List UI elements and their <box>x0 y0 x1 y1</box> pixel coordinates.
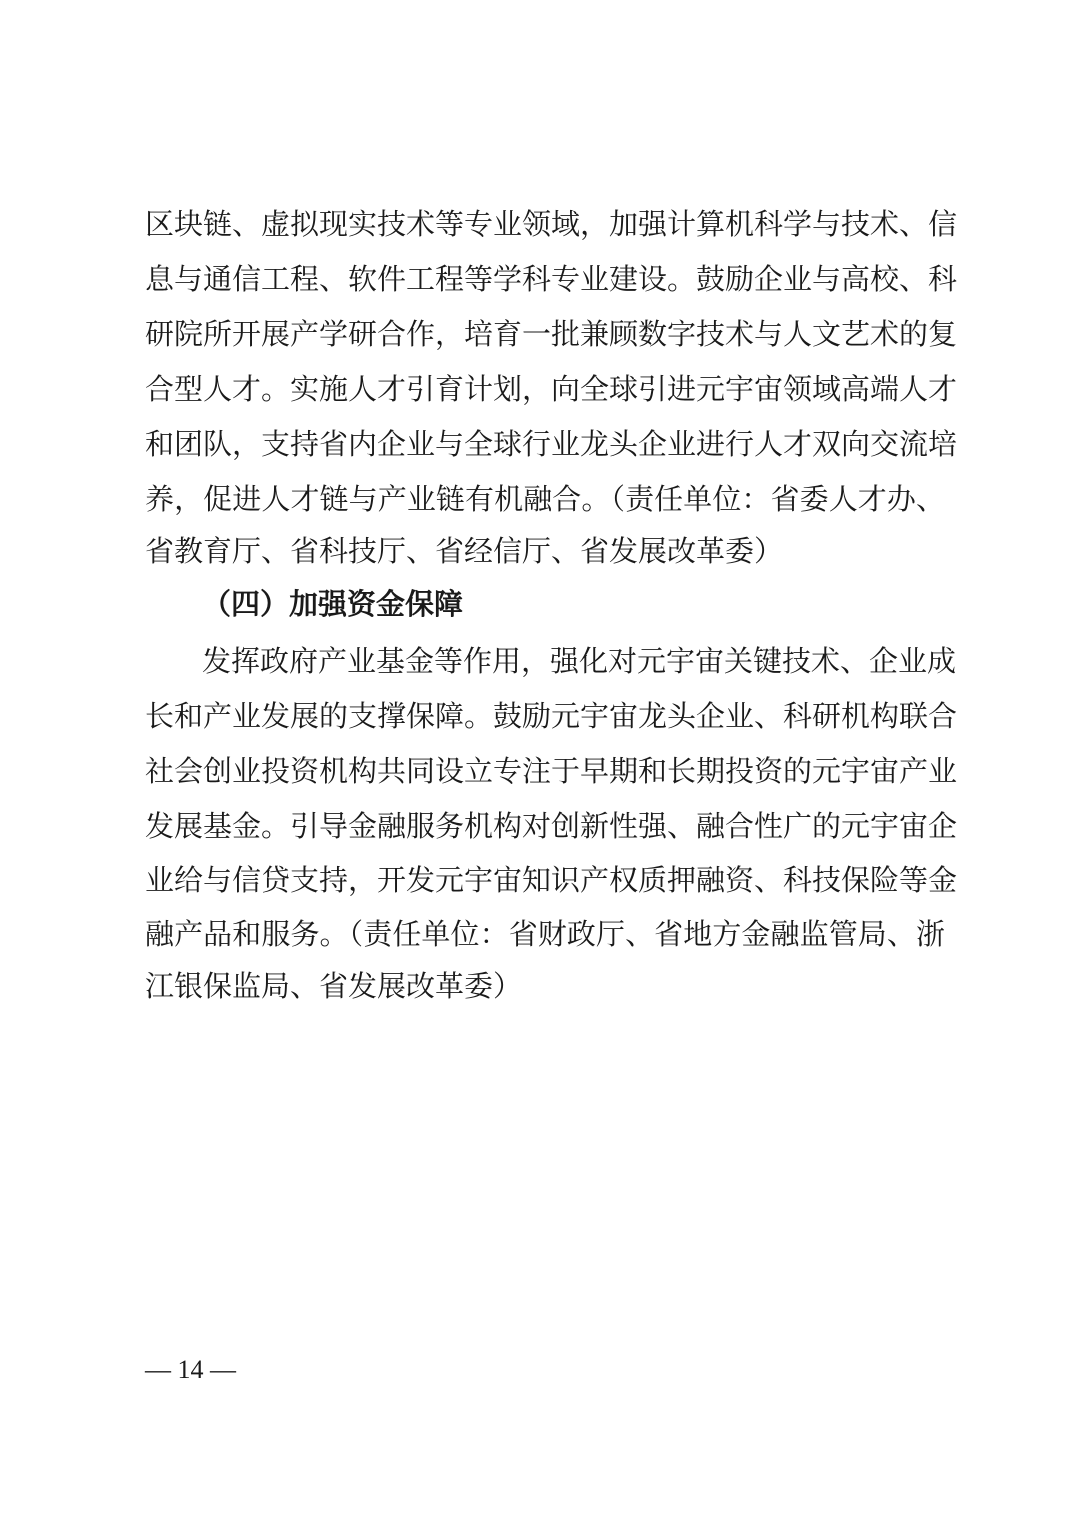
paragraph-line: 研院所开展产学研合作，培育一批兼顾数字技术与人文艺术的复 <box>145 317 958 351</box>
paragraph-line: 融产品和服务。（责任单位：省财政厅、省地方金融监管局、浙 <box>145 917 945 951</box>
paragraph-line: 和团队，支持省内企业与全球行业龙头企业进行人才双向交流培 <box>145 427 958 461</box>
paragraph-line: 息与通信工程、软件工程等学科专业建设。鼓励企业与高校、科 <box>145 262 958 296</box>
page-number: — 14 — <box>145 1355 236 1384</box>
paragraph-line: 江银保监局、省发展改革委） <box>145 969 523 1003</box>
paragraph-line: 业给与信贷支持，开发元宇宙知识产权质押融资、科技保险等金 <box>145 863 958 897</box>
paragraph-line: 发挥政府产业基金等作用，强化对元宇宙关键技术、企业成 <box>202 644 957 678</box>
paragraph-line: 长和产业发展的支撑保障。鼓励元宇宙龙头企业、科研机构联合 <box>145 699 958 733</box>
paragraph-line: 区块链、虚拟现实技术等专业领域，加强计算机科学与技术、信 <box>145 207 958 241</box>
paragraph-line: 合型人才。实施人才引育计划，向全球引进元宇宙领域高端人才 <box>145 372 958 406</box>
paragraph-line: 发展基金。引导金融服务机构对创新性强、融合性广的元宇宙企 <box>145 809 958 843</box>
section-heading: （四）加强资金保障 <box>202 587 464 621</box>
paragraph-line: 省教育厅、省科技厅、省经信厅、省发展改革委） <box>145 534 784 568</box>
paragraph-line: 养，促进人才链与产业链有机融合。（责任单位：省委人才办、 <box>145 482 945 516</box>
paragraph-line: 社会创业投资机构共同设立专注于早期和长期投资的元宇宙产业 <box>145 754 958 788</box>
